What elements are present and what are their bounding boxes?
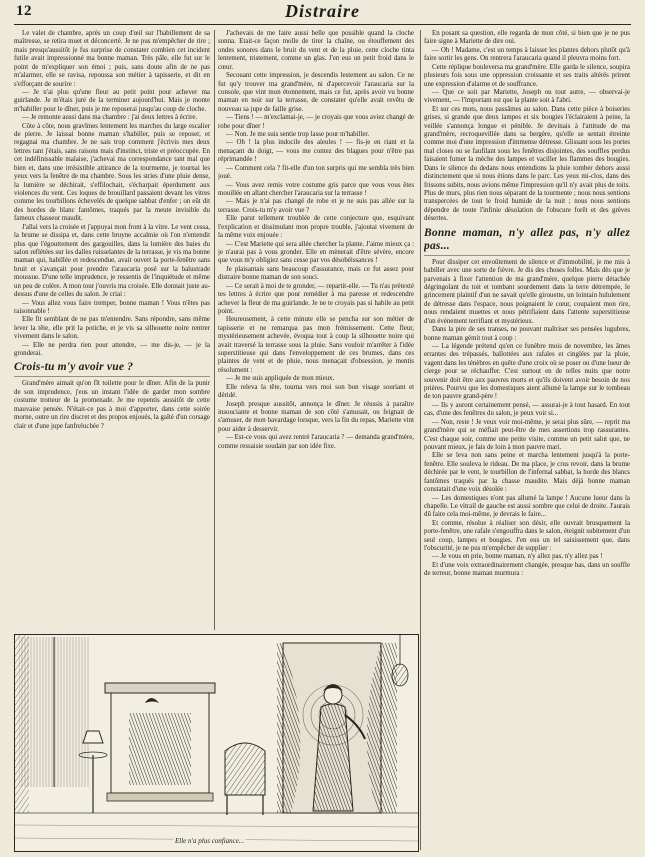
paragraph: — Oh ! Madame, c'est un temps à laisser les plantes dehors plutôt qu'à faire sortir les gens. On rentrera l'araucaria quand il pleuvra moins fort. [424, 46, 630, 63]
paragraph: En posant sa question, elle regarda de mon côté, si bien que je ne pus faire signe à Mariette de dire oui. [424, 30, 630, 46]
armchair [225, 743, 265, 815]
paragraph: — Tiens ! — m'exclamai-je, — je croyais que vous aviez changé de robe pour dîner ! [218, 114, 414, 130]
paragraph: — Que ce soit par Mariette, Joseph ou tout autre, — observai-je vivement, — l'important est que la plante soit à l'abri. [424, 88, 630, 105]
paragraph: Et comme, résolue à réaliser son désir, elle ouvrait brusquement la porte-fenêtre, une rafale s'engouffra dans le salon, éteignit subitement d'un seul coup, lampes et bougies. J'en eus un tel saisissement que, dans l'obscurité, je ne pus m'empêcher de supplier : [424, 519, 630, 553]
paragraph: Heureusement, à cette minute elle se pencha sur son métier de tapisserie et ne remarqua pas mon frémissement. Cette fleur, mystérieusement achevée, évoqua tout à coup la silhouette noire qui avait traversé la terrasse sous la pluie. Sans vouloir m'arrêter à l'idée superstitieuse qui dans l'enveloppement de ces brumes, dans ces plaintes de vent et de pluie, nous menaçait d'obsession, je mentis résolument : [218, 316, 414, 374]
interior-scene-drawing [15, 635, 418, 851]
fireplace [105, 683, 215, 801]
paragraph: — C'est Mariette qui sera allée chercher la plante. J'aime mieux ça : je n'aurai pas à vous gronder. Elle en mènerait d'être sévère, encore que vous m'y obligiez sans cesse par vos désobéissances ! [218, 240, 414, 265]
paragraph: Je plaisantais sans beaucoup d'assurance, mais ce fut assez pour distraire bonne maman de son souci. [218, 265, 414, 282]
illustration-caption: Elle n'a plus confiance... [175, 837, 245, 845]
paragraph: Cette réplique bouleversa ma grand'mère. Elle garda le silence, soupira plusieurs fois sous une oppression croissante et ses traits altérés prirent une expression d'alarme et de souffrance. [424, 63, 630, 88]
paragraph: Le valet de chambre, après un coup d'œil sur l'habillement de sa maîtresse, se retira muet et déconcerté. Je ne pus m'empêcher de rire ; mais presqu'aussitôt je fus surprise de constater combien cet incident futile avait impressionné ma bonne maman. Très pâle, elle fut sur le point de m'expliquer son émoi ; puis, sans doute afin de ne pas m'alarmer, elle se ravisa, repoussa son métier à tapisserie, et dit en s'efforçant de sourire : [14, 30, 210, 88]
paragraph: Et sur ces mots, nous passâmes au salon. Dans cette pièce à boiseries grises, si grande que deux lampes et six bougies l'éclairaient à peine, la veillée s'annonça longue et pénible. Je devinais à l'attitude de ma grand'mère, recroquevillée dans sa bergère, qu'elle se sentait étreinte comme moi d'une impression d'immense détresse. Glissant sous les portes mal closes ou se faufilant sous les fenêtres disjointes, des souffles perdus faisaient fumer la mèche des lampes et vaciller les flammes des bougies. Dans le silence du dedans nous entendions la pluie tomber dehors aussi distinctement que si nous étions dans le parc. Les yeux mi-clos, dans des frissons subits, nous avions même l'impression qu'il n'y avait plus de toits. Plus de murs, plus rien nous séparant de la tourmente ; nous nous sentions transpercées de tout le froid humide de la nuit ; nous nous sentions dépendre de toute l'infinie désolation de l'obscure forêt et des grèves désertes. [424, 105, 630, 223]
paragraph: — Vous allez vous faire tremper, bonne maman ! Vous n'êtes pas raisonnable ! [14, 299, 210, 315]
paragraph: Elle fit semblant de ne pas m'entendre. Sans répondre, sans même lever la tête, elle prit la potiche, et je vis sa silhouette noire rentrer vivement dans le salon. [14, 316, 210, 341]
paragraph: — Ce serait à moi de te gronder, — repartit-elle. — Tu n'as prétexté tes lettres à écrire que pour remédier à ma paresse et redescendre achever la fleur de ma guirlande. Je ne te croyais pas si habile au petit point. [218, 282, 414, 315]
paragraph: Pour dissiper cet envoûtement de silence et d'immobilité, je me mis à babiller avec une sorte de fièvre. Je dis des choses folles. Mais dès que je parvenais à fixer l'attention de ma grand'mère, quelque pierre détachée dégringolant du toit et tombant sourdement dans la terre détrempée, le grincement plaintif d'un ne savait qu'elle girouette, un lointain hululement de détresse dans l'espace, nous poignaient le cœur, coupaient mon rire, nous rendaient muettes et nous pétrifiaient dans l'attente superstitieuse d'un événement terrifiant et mystérieux. [424, 258, 630, 325]
illustration [14, 634, 419, 852]
section-heading: Bonne maman, n'y allez pas, n'y allez pas... [424, 227, 630, 256]
paragraph: Elle parut tellement troublée de cette conjecture que, esquivant l'explication et dissimulant mon propre trouble, j'ajoutai vivement de la même voix enjouée : [218, 215, 414, 240]
paragraph: Grand'mère aimait qu'on fît toilette pour le dîner. Afin de la punir de son imprudence, j'eus un instant l'idée de garder mon sombre costume trotteur de la promenade. Je me repentis aussitôt de cette mauvaise pensée. N'était-ce pas à moi d'apporter, dans cette soirée morne, outre un rire discret et des propos enjoués, la gaîté d'un corsage clair et d'une jupe fanfreluchée ? [14, 380, 210, 430]
magazine-title: Distraire [284, 1, 360, 21]
paragraph: J'achevais de me faire aussi belle que possible quand la cloche sonna. Etait-ce façon molle de tirer la chaîne, ou étouffement des ondes sonores dans le bruit du vent et de la pluie, cette cloche tinta lentement, tristement, comme un glas. J'en eus un petit froid dans le cœur. [218, 30, 414, 71]
paragraph: — Comment cela ? fit-elle d'un ton surpris qui me sembla très bien joué. [218, 164, 414, 181]
page-number: 12 [16, 3, 32, 19]
paragraph: — Est-ce vous qui avez rentré l'araucaria ? — demanda grand'mère, comme ressaisie soudain par son idée fixe. [218, 434, 414, 450]
paragraph: — Ils y auront certainement pensé, — assurai-je à tout hasard. En tout cas, d'une des fenêtres du salon, je peux voir si... [424, 401, 630, 418]
paragraph: J'allai vers la croisée et j'appuyai mon front à la vitre. Le vent cessa, la brume se dissipa et, dans cette bruyne accalmie où l'on n'entendit plus que l'égouttement des gargouilles, dans la lumière des baies du salon reflétées sur les dalles ruisselantes de la terrasse, je vis ma bonne maman qui, habillée et redescendue, avait ouvert la porte-fenêtre sans bruit et s'avançait pour prendre l'araucaria posé sur la balustrade moussue. D'une telle imprudence, je ressentis de l'inquiétude et même un peu de colère. A mon tour j'ouvris ma croisée. Elle donnait juste au-dessus d'une de celles du salon. Je criai : [14, 223, 210, 299]
paragraph: — La légende prétend qu'en ce funèbre mois de novembre, les âmes errantes des trépassés, ballottées aux rafales et cinglées par la pluie, vagent dans les ténèbres en quête d'une croix où se poser ou d'une lueur de cierge pour se réchauffer. C'est surtout en de telles nuits que notre souvenir doit être aux pauvres morts et qu'ils doivent avoir besoin de nos prières. Pourvu que les domestiques aient allumé la lampe sur le tombeau de ton pauvre grand-père ! [424, 342, 630, 401]
section-heading: Crois-tu m'y avoir vue ? [14, 361, 210, 377]
paragraph: Et d'une voix extraordinairement changée, presque bas, dans un souffle de terreur, bonne maman murmura : [424, 561, 630, 578]
paragraph: Elle se leva non sans peine et marcha lentement jusqu'à la porte-fenêtre. Elle souleva le rideau. De ma place, je crus revoir, dans la brume déchirée par le vent, le tourbillon de l'infernal sabbat, la horde des blancs fantômes traqués par la chasse maudite. Mais déjà bonne maman constatait d'une voix désolée : [424, 452, 630, 494]
window-left [15, 635, 89, 813]
paragraph: — Non. Je me suis sentie trop lasse pour m'habiller. [226, 131, 370, 139]
column-divider [214, 30, 215, 630]
column-divider [420, 30, 421, 850]
paragraph: — Mais je n'ai pas changé de robe et je ne suis pas allée sur la terrasse. Crois-tu m'y avoir vue ? [218, 198, 414, 214]
paragraph: Secouant cette impression, je descendis lestement au salon. Ce ne fut qu'y trouver ma grand'mère, ni d'apercevoir l'araucaria sur la console, que vint mon étonnement, mais ce fut, après avoir vu bonne maman en noir sur la terrasse, de constater qu'elle avait revêtu de nouveau sa jupe de faille grise. [218, 72, 414, 113]
paragraph: — Oh ! la plus indocile des aïeules ! — fis-je en riant et la menaçant du doigt, — vous me contez des blagues pour n'être pas réprimandée ! [218, 139, 414, 164]
paragraph: Côte à côte, nous gravîmes lentement les marches du large escalier de pierre. Je laissai bonne maman s'habiller, puis se reposer, et regagnai ma chambre. Je ne sais trop comment j'écrivis mes deux lettres tant j'étais, sans raisons mais d'instinct, triste et préoccupée. En cet indéfinissable malaise, j'achevai ma correspondance tant mal que bien et, dans une irrésistible attirance de la tourmente, je tournai les yeux vers la fenêtre de ma chambre. Sous les stries d'une pluie dense, la lumière se déchirait, s'effilochait, s'écharpait éperdument aux violences du vent. Ces loques de brouillard passaient devant les vitres comme les tourbillons échevelés de quelque sabbat d'enfer ; on eût dit des hordes de blanc fantômes, traqués par la meute invisible du fameux chasseur maudit. [14, 122, 210, 223]
paragraph: Dans la pire de ses transes, ne pouvant maîtriser ses pensées lugubres, bonne maman gémit tout à coup : [424, 326, 630, 342]
paragraph: — Je n'ai plus qu'une fleur au petit point pour achever ma guirlande. Je m'étais juré de la terminer aujourd'hui. Mais je monte m'habiller pour le dîner, puis je me reposerai jusqu'au coup de cloche. [14, 88, 210, 113]
paragraph: — Je me suis appliquée de mon mieux. [226, 375, 335, 383]
paragraph: — Vous avez remis votre costume gris parce que vous vous êtes mouillée en allant chercher l'araucaria sur la terrasse ! [218, 181, 414, 198]
text-column-3 [424, 30, 630, 848]
paragraph: — Elle ne perdra rien pour attendre, — me dis-je, — je la gronderai. [14, 341, 210, 358]
paragraph: — Je remonte aussi dans ma chambre : j'ai deux lettres à écrire. [22, 114, 198, 122]
text-column-1 [14, 30, 210, 450]
paragraph: — Non, reste ! Je veux voir moi-même, je serai plus sûre, — reprit ma grand'mère qui se méfiait peut-être de mes assertions trop rassurantes. C'est chaque soir, comme une petite visite, comme un petit salut que, ne pouvant mieux, je fais de loin à mon pauvre mari. [424, 418, 630, 451]
paragraph: Joseph presque aussitôt, annonça le dîner. Je réussis à paraître insouciante et bonne maman de son côté s'amusait, ou feignait de s'amuser, de mon bavardage lorsque, vers la fin du repas, Mariette vint pour aider à desservir. [218, 400, 414, 433]
text-column-2 [218, 30, 414, 630]
header-rule [14, 24, 631, 25]
paragraph: — Je vous en prie, bonne maman, n'y allez pas, n'y allez pas ! [432, 553, 603, 561]
column-1-body [14, 30, 210, 358]
paragraph: Elle releva la tête, tourna vers moi son bon visage souriant et déridé. [218, 383, 414, 400]
paragraph: — Les domestiques n'ont pas allumé la lampe ! Aucune lueur dans la chapelle. Le vitrail de gauche est aussi sombre que celui de droite. J'aurais dû faire cela moi-même, je devrais le faire... [424, 494, 630, 519]
column-1-body-after [14, 380, 210, 431]
